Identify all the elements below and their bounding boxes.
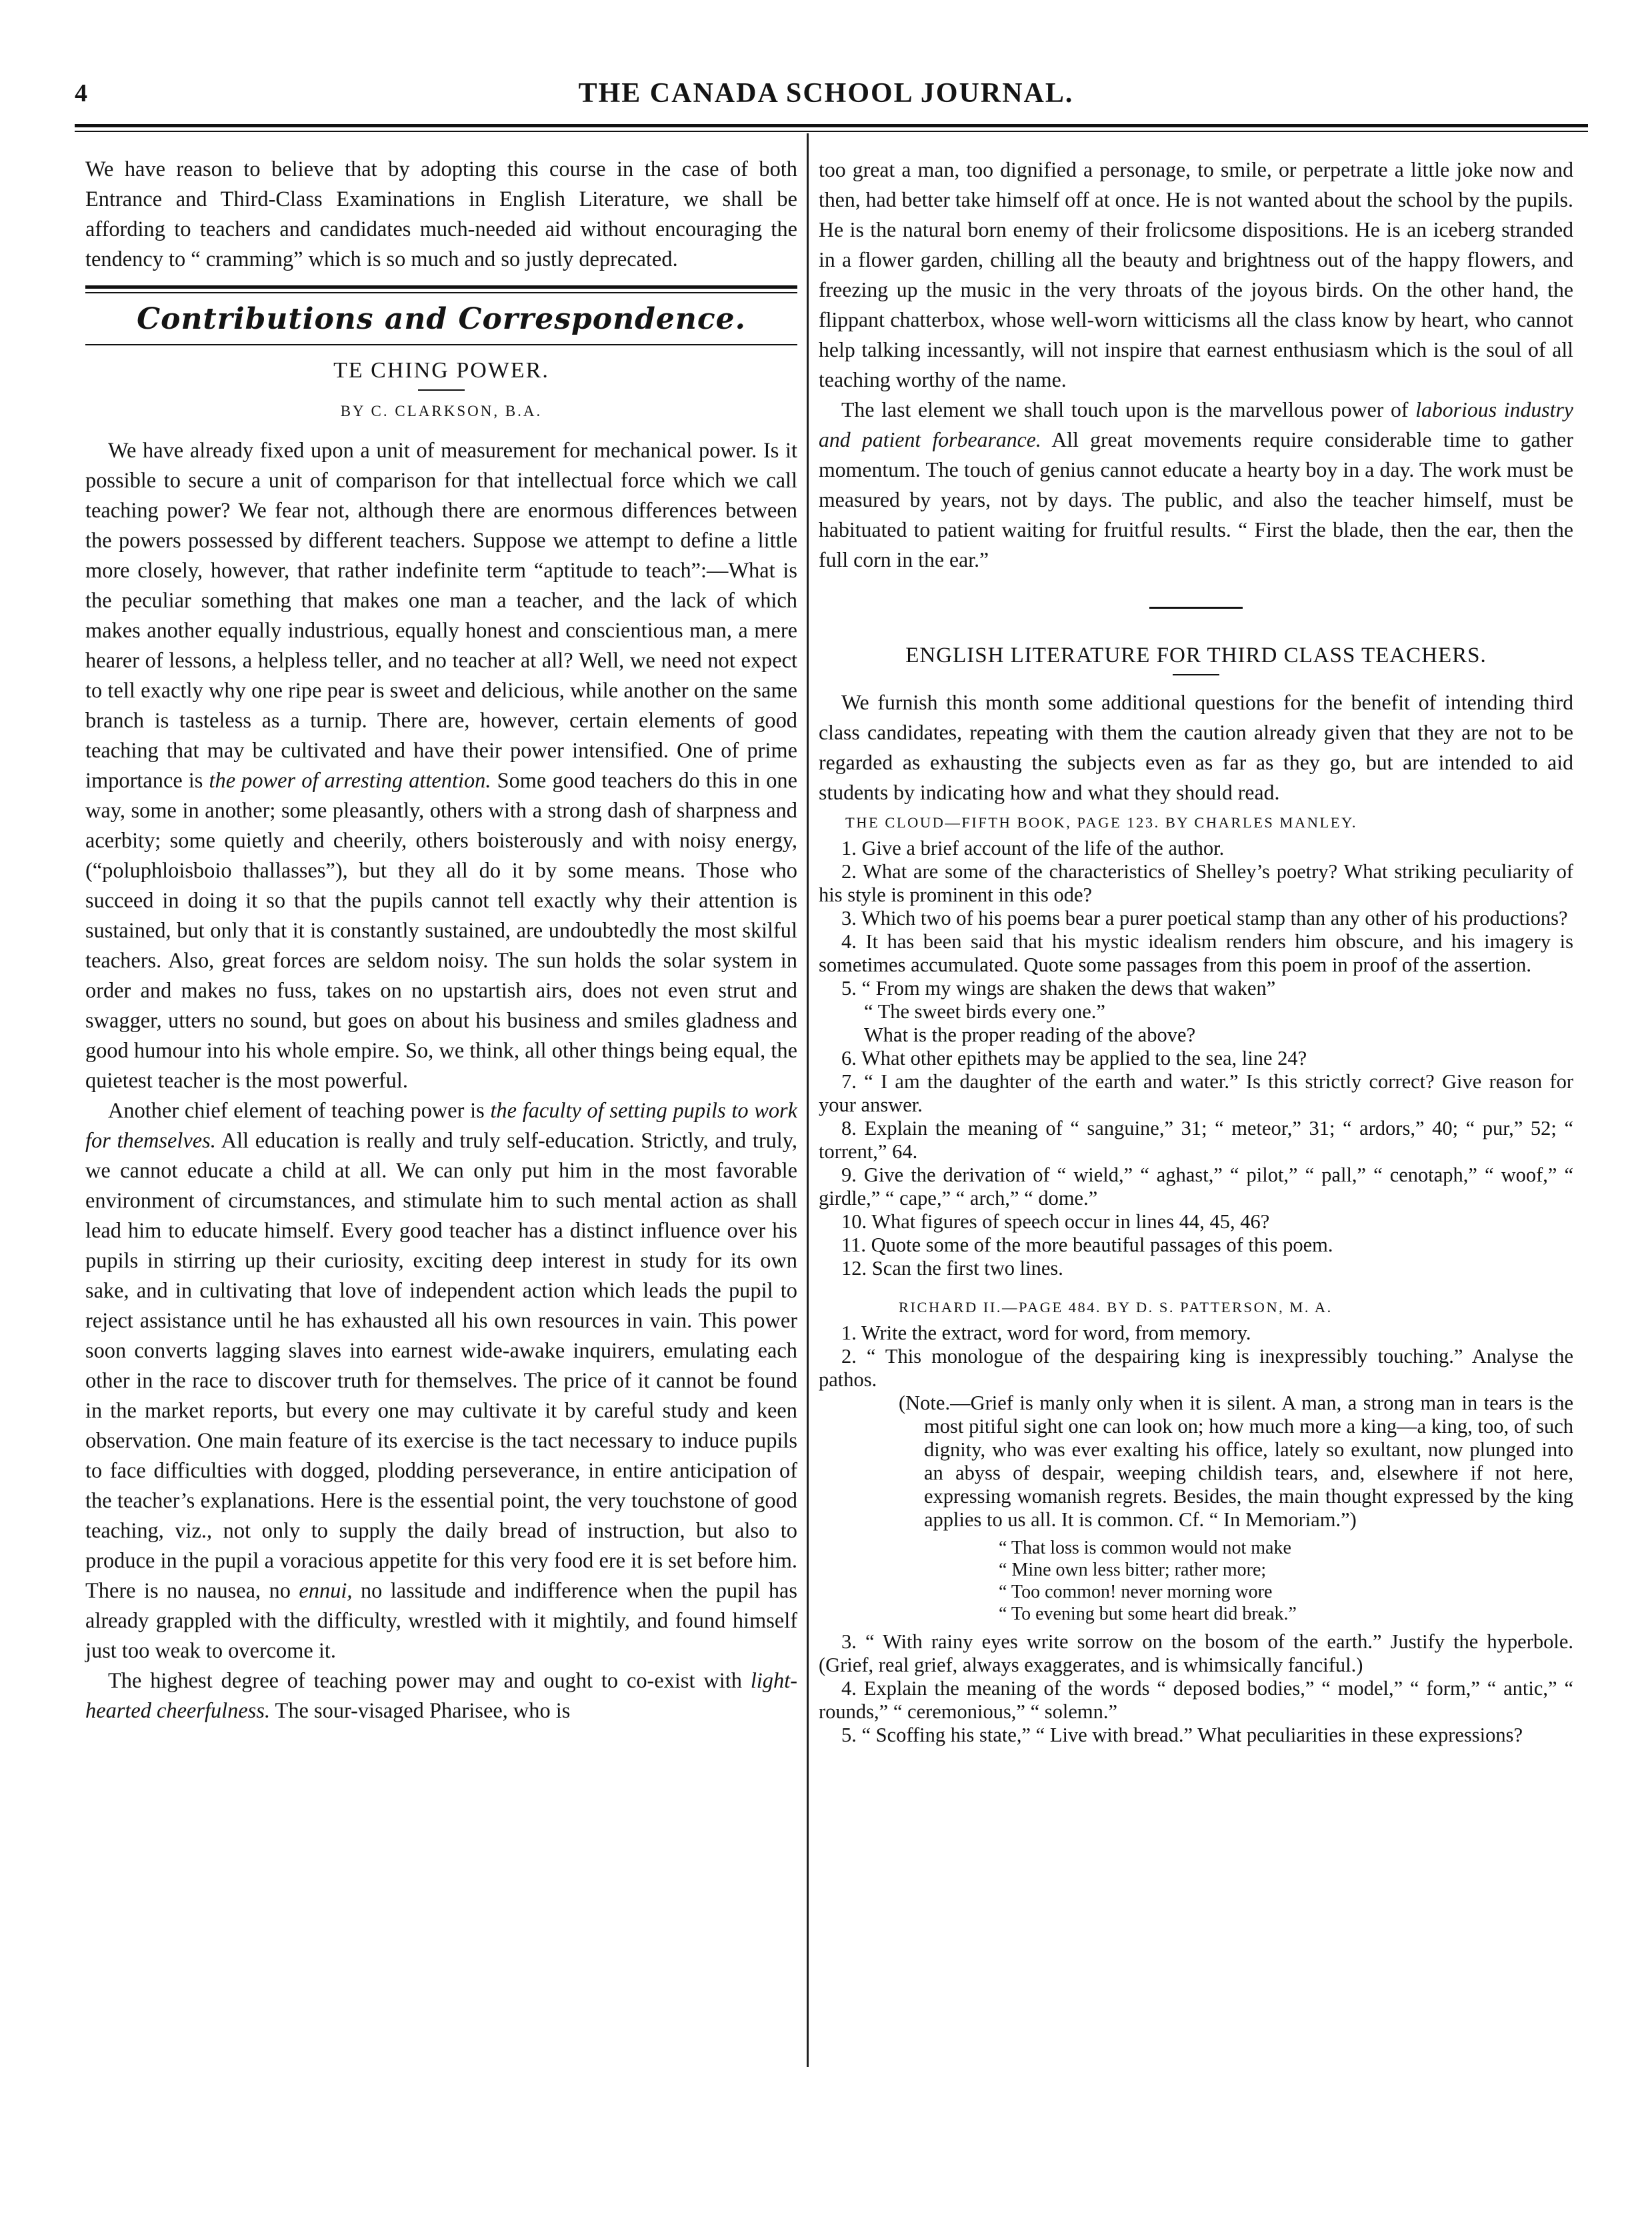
section-rule	[85, 285, 797, 289]
verse-line: “ Mine own less bitter; rather more;	[999, 1560, 1267, 1580]
cloud-heading: THE CLOUD—FIFTH BOOK, PAGE 123. BY CHARLES MANLEY.	[845, 814, 1357, 831]
article-title: TE CHING POWER.	[333, 358, 549, 383]
verse-line: “ To evening but some heart did break.”	[999, 1604, 1297, 1624]
left-column	[85, 155, 797, 1726]
question-item: 1. Write the extract, word for word, from memory.	[841, 1322, 1251, 1344]
header-rule-thick	[75, 124, 1588, 127]
question-item: 5. “ Scoffing his state,” “ Live with bread.” What peculiarities in these expressions?	[841, 1724, 1523, 1746]
separator-rule	[1149, 607, 1243, 609]
question-item: “ The sweet birds every one.”	[864, 1000, 1105, 1023]
question-item: 5. “ From my wings are shaken the dews that waken”	[841, 977, 1276, 999]
column-divider	[807, 133, 809, 2067]
question-item: 7. “ I am the daughter of the earth and water.” Is this strictly correct? Give reason for your answer.	[819, 1070, 1573, 1116]
question-item: 2. “ This monologue of the despairing king is inexpressibly touching.” Analyse the pathos.	[819, 1345, 1573, 1391]
intro-paragraph: We have reason to believe that by adopting this course in the case of both Entrance and Third-Class Examinations in English Literature, we shall be affording to teachers and candidates much-needed aid without encouraging the tendency to “ cramming” which is so much and so justly deprecated.	[85, 157, 797, 271]
article-byline: BY C. CLARKSON, B.A.	[340, 403, 543, 419]
question-item: 6. What other epithets may be applied to the sea, line 24?	[841, 1047, 1307, 1069]
article-paragraph: Another chief element of teaching power is the faculty of setting pupils to work for themselves. All education is really and truly self-education. Strictly, and truly, we cannot educate a child at all. We can only put him in the most favorable environment of circumstances, and stimulate him to such mental action as shall lead him to educate himself. Every good teacher has a distinct influence over his pupils in stirring up their curiosity, exciting deep interest in study for its own sake, and in cultivating that love of independent action which leads the pupil to reject assistance until he has exhausted all his own resources in vain. This power soon converts lagging slaves into earnest wide-awake inquirers, emulating each other in the race to discover truth for themselves. The price of it cannot be found in the market reports, but every one may cultivate it by careful study and keen observation. One main feature of its exercise is the tact necessary to induce pupils to face difficulties with dogged, plodding perseverance, in entire anticipation of the teacher’s explanations. Here is the essential point, the very touchstone of good teaching, viz., not only to supply the daily bread of instruction, but also to produce in the pupil a voracious appetite for this very food ere it is set before him. There is no nausea, no ennui, no lassitude and indifference when the pupil has already grappled with the difficulty, wrestled with it mightily, and found himself just too weak to overcome it.	[85, 1099, 797, 1663]
verse-line: “ That loss is common would not make	[999, 1538, 1291, 1558]
header-rule-thin	[75, 131, 1588, 132]
richard-note: (Note.—Grief is manly only when it is silent. A man, a strong man in tears is the most pitiful sight one can look on; how much more a king—a king, too, of such dignity, who was ever exalting his office, lately so exultant, now plunged into an abyss of despair, weeping childish tears, and, elsewhere if not here, expressing womanish regrets. Besides, the main thought expressed by the king applies to us all. It is common. Cf. “ In Memoriam.”)	[899, 1392, 1573, 1531]
journal-title: THE CANADA SCHOOL JOURNAL.	[578, 78, 1074, 109]
title-rule	[1173, 674, 1219, 675]
question-item: 11. Quote some of the more beautiful passages of this poem.	[841, 1234, 1333, 1256]
verse-line: “ Too common! never morning wore	[999, 1582, 1273, 1602]
page-number: 4	[75, 79, 87, 107]
question-item: 3. “ With rainy eyes write sorrow on the bosom of the earth.” Justify the hyperbole. (Grief, real grief, always exaggerates, and is whimsically fanciful.)	[819, 1630, 1573, 1676]
richard-heading: RICHARD II.—PAGE 484. BY D. S. PATTERSON, M. A.	[899, 1299, 1333, 1316]
section-title: Contributions and Correspondence.	[137, 302, 746, 336]
question-item: 12. Scan the first two lines.	[841, 1257, 1063, 1280]
article-paragraph: The last element we shall touch upon is the marvellous power of laborious industry and patient forbearance. All great movements require considerable time to gather momentum. The touch of genius cannot educate a hearty boy in a day. The work must be measured by years, not by days. The public, and also the teacher himself, must be habituated to patient waiting for fruitful results. “ First the blade, then the ear, then the full corn in the ear.”	[819, 398, 1573, 571]
english-literature-title: ENGLISH LITERATURE FOR THIRD CLASS TEACHERS.	[905, 643, 1487, 667]
question-item: 4. It has been said that his mystic idealism renders him obscure, and his imagery is sometimes accumulated. Quote some passages from this poem in proof of the assertion.	[819, 930, 1573, 976]
right-column	[819, 155, 1573, 1747]
question-item: What is the proper reading of the above?	[864, 1023, 1196, 1046]
question-item: 10. What figures of speech occur in lines 44, 45, 46?	[841, 1210, 1270, 1233]
section-rule	[85, 292, 797, 293]
question-item: 1. Give a brief account of the life of the author.	[841, 837, 1225, 859]
question-item: 4. Explain the meaning of the words “ deposed bodies,” “ model,” “ form,” “ antic,” “ rounds,” “ ceremonious,” “ solemn.”	[819, 1677, 1573, 1723]
article-paragraph: We have already fixed upon a unit of measurement for mechanical power. Is it possible to secure a unit of comparison for that intellectual force which we call teaching power? We fear not, although there are enormous differences between the powers possessed by different teachers. Suppose we attempt to define a little more closely, however, that rather indefinite term “aptitude to teach”:—What is the peculiar something that makes one man a teacher, and the lack of which makes another equally industrious, equally honest and conscientious man, a mere hearer of lessons, a helpless teller, and no teacher at all? Well, we need not expect to tell exactly why one ripe pear is sweet and delicious, while another on the same branch is tasteless as a turnip. There are, however, certain elements of good teaching that may be cultivated and have their power intensified. One of prime importance is the power of arresting attention. Some good teachers do this in one way, some in another; some pleasantly, others with a strong dash of sharpness and acerbity; some quietly and cheerily, others boisterously and with noisy energy, (“poluphloisboio thallasses”), but they all do it by some means. Those who succeed in doing it so that the pupils cannot tell exactly why their attention is sustained, but only that it is constantly sustained, are undoubtedly the most skilful teachers. Also, great forces are seldom noisy. The sun holds the solar system in order and makes no fuss, takes on no upstartish airs, does not even strut and swagger, utters no sound, but goes on about his business and smiles gladness and good humour into his whole empire. So, we think, all other things being equal, the quietest teacher is the most powerful.	[85, 439, 797, 1093]
question-item: 9. Give the derivation of “ wield,” “ aghast,” “ pilot,” “ pall,” “ cenotaph,” “ woof,” “ girdle,” “ cape,” “ arch,” “ dome.”	[819, 1164, 1573, 1210]
english-intro-paragraph: We furnish this month some additional questions for the benefit of intending third class candidates, repeating with them the caution already given that they are not to be regarded as exhausting the subjects even as far as they go, but are intended to aid students by indicating how and what they should read.	[819, 691, 1573, 804]
question-item: 2. What are some of the characteristics of Shelley’s poetry? What striking peculiarity of his style is prominent in this ode?	[819, 860, 1573, 906]
article-paragraph: too great a man, too dignified a personage, to smile, or perpetrate a little joke now and then, had better take himself off at once. He is not wanted about the school by the pupils. He is the natural born enemy of their frolicsome dispositions. He is an iceberg stranded in a flower garden, chilling all the beauty and brightness out of the happy flowers, and freezing up the music in the very throats of the joyous birds. On the other hand, the flippant chatterbox, whose well-worn witticisms all the class know by heart, who cannot help talking incessantly, will not inspire that earnest enthusiasm which is the soul of all teaching worthy of the name.	[819, 158, 1573, 391]
question-item: 3. Which two of his poems bear a purer poetical stamp than any other of his productions?	[841, 907, 1568, 929]
article-paragraph: The highest degree of teaching power may and ought to co-exist with light-hearted cheerfulness. The sour-visaged Pharisee, who is	[85, 1669, 797, 1723]
question-item: 8. Explain the meaning of “ sanguine,” 31; “ meteor,” 31; “ ardors,” 40; “ pur,” 52; “ torrent,” 64.	[819, 1117, 1573, 1163]
section-rule	[85, 344, 797, 345]
title-rule	[418, 389, 465, 391]
